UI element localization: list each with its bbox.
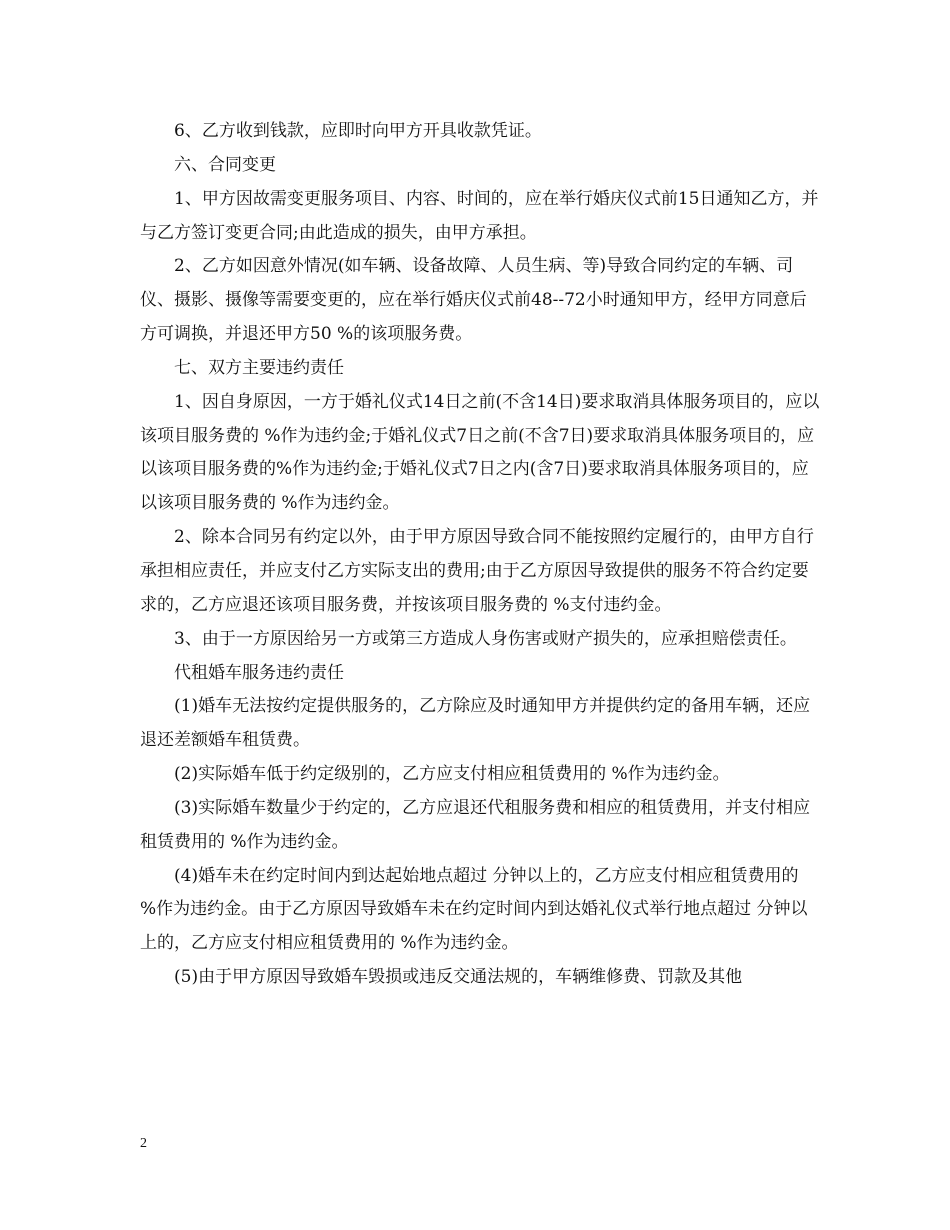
paragraph-car-item-3: (3)实际婚车数量少于约定的，乙方应退还代租服务费和相应的租赁费用，并支付相应租赁费用的 %作为违约金。 xyxy=(140,797,811,852)
paragraph-cancellation: 1、因自身原因，一方于婚礼仪式14日之前(不含14日)要求取消具体服务项目的，应以该项目服务费的 %作为违约金;于婚礼仪式7日之前(不含7日)要求取消具体服务项目的，应以该项目服务费的%作为违约金;于婚礼仪式7日之内(含7日)要求取消具体服务项目的，应以该项目服务费的 %作为违约金。 xyxy=(140,391,820,514)
document-body xyxy=(140,115,820,995)
paragraph-injury-damage: 3、由于一方原因给另一方或第三方造成人身伤害或财产损失的，应承担赔偿责任。 xyxy=(174,628,797,649)
paragraph-car-item-2: (2)实际婚车低于约定级别的，乙方应支付相应租赁费用的 %作为违约金。 xyxy=(174,764,730,785)
heading-car-rental-liability: 代租婚车服务违约责任 xyxy=(174,662,344,683)
heading-breach-liability: 七、双方主要违约责任 xyxy=(174,357,344,378)
paragraph-car-item-1: (1)婚车无法按约定提供服务的，乙方除应及时通知甲方并提供约定的备用车辆，还应退还差额婚车租赁费。 xyxy=(140,696,811,751)
paragraph-car-item-5: (5)由于甲方原因导致婚车毁损或违反交通法规的，车辆维修费、罚款及其他 xyxy=(174,967,743,988)
paragraph-non-performance: 2、除本合同另有约定以外，由于甲方原因导致合同不能按照约定履行的，由甲方自行承担相应责任，并应支付乙方实际支出的费用;由于乙方原因导致提供的服务不符合约定要求的，乙方应退还该项目服务费，并按该项目服务费的 %支付违约金。 xyxy=(140,527,814,615)
page-number: 2 xyxy=(140,1136,147,1151)
paragraph-car-item-4: (4)婚车未在约定时间内到达起始地点超过 分钟以上的，乙方应支付相应租赁费用的 %作为违约金。由于乙方原因导致婚车未在约定时间内到达婚礼仪式举行地点超过 分钟以上的，乙方应支付相应租赁费用的 %作为违约金。 xyxy=(140,865,808,954)
heading-contract-change: 六、合同变更 xyxy=(174,154,276,175)
paragraph-party-b-change: 2、乙方如因意外情况(如车辆、设备故障、人员生病、等)导致合同约定的车辆、司仪、摄影、摄像等需要变更的，应在举行婚庆仪式前48--72小时通知甲方，经甲方同意后方可调换，并退还甲方50 %的该项服务费。 xyxy=(140,256,807,345)
paragraph-payment-receipt: 6、乙方收到钱款，应即时向甲方开具收款凭证。 xyxy=(174,121,542,141)
paragraph-party-a-change: 1、甲方因故需变更服务项目、内容、时间的，应在举行婚庆仪式前15日通知乙方，并与乙方签订变更合同;由此造成的损失，由甲方承担。 xyxy=(140,188,819,243)
